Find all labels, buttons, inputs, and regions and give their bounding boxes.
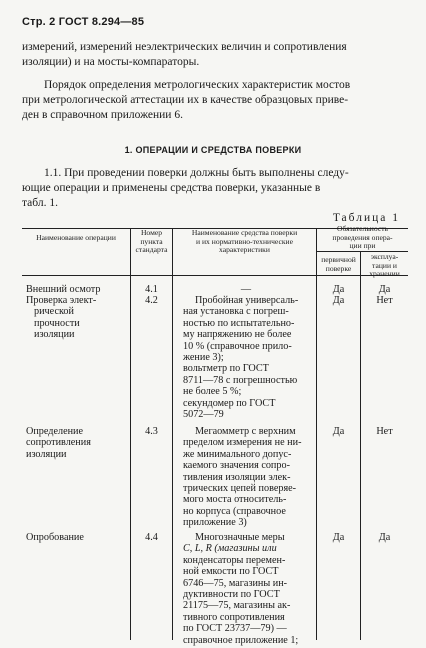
means-line: 10 % (справочное прило-: [183, 340, 292, 352]
means-line: ной емкости по ГОСТ: [183, 566, 279, 578]
means-line: ностью по испытательно-: [183, 317, 295, 329]
operation-line: прочности: [34, 317, 80, 329]
clause-line: 1.1. При проведении поверки должны быть выполнены следу-: [44, 167, 349, 179]
clause-line: ющие операции и применены средства поверки, указанные в: [22, 182, 321, 194]
operation-line: изоляции: [26, 448, 67, 460]
means-line: Мегаомметр с верхним: [195, 426, 296, 437]
table-row-means: [183, 426, 313, 529]
running-head: Стр. 2 ГОСТ 8.294—85: [22, 16, 145, 28]
means-line: Многозначные меры: [195, 532, 285, 543]
order-line: Порядок определения метрологических характеристик мостов: [44, 79, 351, 91]
table-row-means: [183, 295, 313, 420]
intro-line: измерений, измерений неэлектрических величин и сопротивления: [22, 41, 347, 53]
header-operation-storage-line: хранении: [369, 269, 400, 279]
means-line: тивления изоляции элек-: [183, 471, 291, 483]
table-row-clause: 4.3: [145, 426, 158, 437]
table-row-primary: Да: [332, 284, 345, 295]
table-row-operation-storage: Нет: [376, 426, 393, 437]
means-line: 21175—75, магазины ак-: [183, 600, 291, 612]
header-operation-text: Наименование операции: [36, 233, 116, 242]
means-line: вольтметр по ГОСТ: [183, 363, 269, 375]
table-row-means: [183, 532, 313, 646]
means-line: же минимального допус-: [183, 448, 292, 460]
table-row-primary: Да: [332, 532, 345, 543]
table-row-operation: [26, 532, 128, 543]
table-row-clause: 4.2: [145, 295, 158, 306]
header-clause-line: пункта: [140, 236, 163, 246]
means-line: каемого значения сопро-: [183, 460, 290, 472]
means-line: ная установка с погреш-: [183, 306, 289, 318]
means-line: мого моста относитель-: [183, 494, 287, 506]
means-line: не более 5 %;: [183, 386, 242, 398]
header-primary: [317, 256, 360, 273]
means-line: трических цепей поверяе-: [183, 483, 297, 495]
means-line: но корпуса (справочное: [183, 505, 286, 517]
table-label: Таблица 1: [332, 212, 400, 224]
header-clause-line: стандарта: [135, 245, 168, 255]
clause-line: табл. 1.: [22, 197, 58, 209]
order-paragraph: [22, 78, 406, 123]
table-row-means: [178, 284, 314, 295]
means-line: тивного сопротивления: [183, 611, 285, 623]
operation-line: изоляции: [34, 329, 75, 341]
header-means-line: характеристики: [219, 245, 270, 255]
table-row-primary: Да: [332, 426, 345, 437]
table-column-divider: [360, 251, 361, 640]
header-mandatory-line: Обязательность: [337, 224, 388, 233]
table-row-operation-storage: Да: [378, 284, 391, 295]
header-primary-line: первичной: [321, 255, 356, 264]
means-line: справочное приложение 1;: [183, 634, 299, 646]
header-operation: [22, 234, 130, 243]
table-row-operation: [26, 284, 128, 295]
header-mandatory-line: проведения опера-: [332, 232, 393, 242]
means-line: дуктивности по ГОСТ: [183, 589, 280, 601]
header-clause-line: Номер: [140, 228, 163, 237]
table-row-operation: [26, 295, 128, 341]
operation-line: рической: [34, 306, 74, 318]
header-operation-storage-line: тации и: [372, 260, 397, 270]
means-line: му напряжению не более: [183, 329, 292, 341]
intro-line: изоляции) и на мосты-компараторы.: [22, 56, 200, 68]
operation-line: Определение: [26, 426, 84, 437]
means-line: C, L, R (магазины или: [183, 543, 277, 555]
means-line: 6746—75, магазины ин-: [183, 577, 288, 589]
means-line: —: [240, 284, 252, 295]
operation-line: сопротивления: [26, 437, 91, 449]
clause-paragraph: [22, 166, 406, 211]
header-operation-storage: [361, 253, 408, 279]
means-line: секундомер по ГОСТ: [183, 397, 276, 409]
means-line: по ГОСТ 23737—79) —: [183, 623, 287, 635]
table-row-clause: 4.1: [145, 284, 158, 295]
table-row-operation-storage: Нет: [376, 295, 393, 306]
intro-paragraph: [22, 40, 406, 70]
means-line: конденсаторы перемен-: [183, 554, 286, 566]
header-means: [173, 229, 316, 255]
header-operation-storage-line: эксплуа-: [370, 252, 399, 261]
means-line: приложение 3): [183, 517, 247, 529]
operation-line: Опробование: [26, 532, 84, 543]
table-header-rule: [22, 275, 408, 276]
means-line: 8711—78 с погрешностью: [183, 374, 298, 386]
section-title: 1. ОПЕРАЦИИ И СРЕДСТВА ПОВЕРКИ: [124, 145, 302, 155]
means-line: 5072—79: [183, 409, 224, 421]
header-mandatory-line: ции при: [349, 241, 376, 251]
means-line: Пробойная универсаль-: [195, 295, 299, 306]
header-mandatory: [317, 225, 408, 251]
order-line: при метрологической аттестации их в качестве образцовых приве-: [22, 94, 349, 106]
header-means-line: Наименование средства поверки: [191, 228, 298, 237]
header-means-line: и их нормативно-технические: [196, 236, 293, 246]
operation-line: Проверка элект-: [26, 295, 97, 306]
table-column-divider: [172, 228, 173, 640]
table-row-operation: [26, 426, 128, 460]
table-row-operation-storage: Да: [378, 532, 391, 543]
order-line: ден в справочном приложении 6.: [22, 109, 183, 121]
table-row-primary: Да: [332, 295, 345, 306]
table-row-clause: 4.4: [145, 532, 158, 543]
means-line: жение 3);: [183, 352, 224, 364]
means-line: пределом измерения не ни-: [183, 437, 302, 449]
header-clause: [131, 229, 172, 255]
header-primary-line: поверке: [325, 263, 352, 273]
operation-line: Внешний осмотр: [26, 284, 101, 295]
